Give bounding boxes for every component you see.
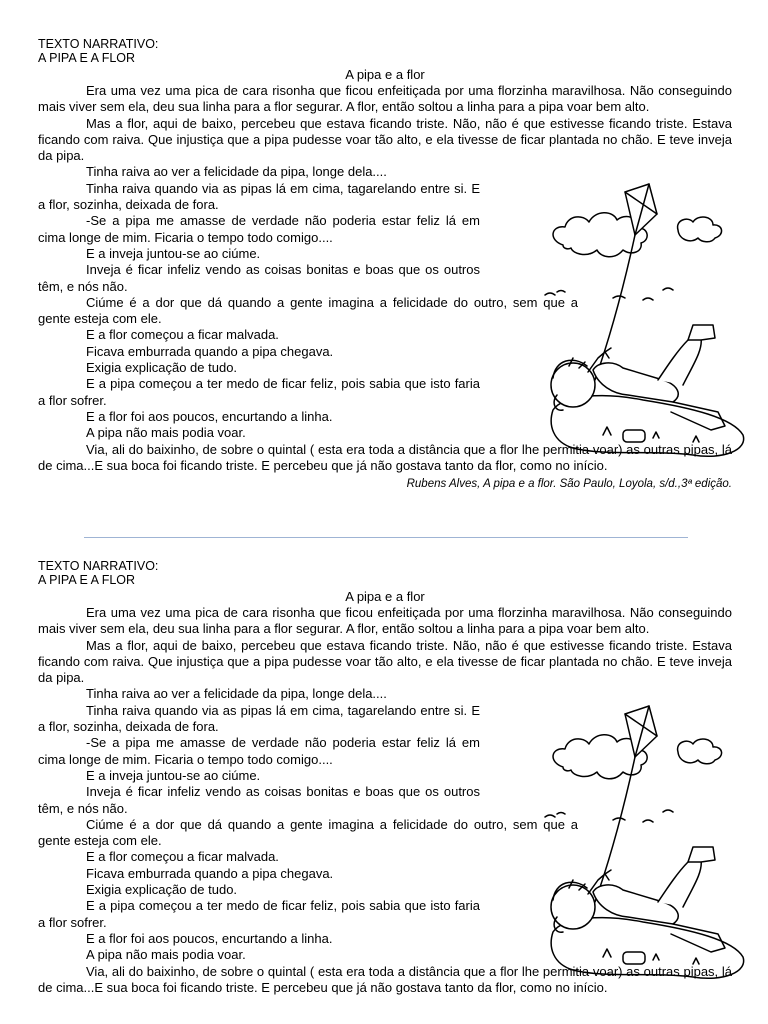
paragraph: Inveja é ficar infeliz vendo as coisas bonitas e boas que os outros têm, e nós não. (38, 784, 480, 816)
kite-boy-illustration-icon (543, 180, 748, 470)
paragraph: E a flor foi aos poucos, encurtando a linha. (86, 408, 333, 424)
header-line-1: TEXTO NARRATIVO: (38, 37, 159, 51)
story-title: A pipa e a flor (345, 589, 425, 604)
source-citation: Rubens Alves, A pipa e a flor. São Paulo, Loyola, s/d.,3ª edição. (406, 478, 732, 491)
paragraph: Via, ali do baixinho, de sobre o quintal ( esta era toda a distância que a flor lhe permitia voar) as outras pipas, lá de cima...E sua boca foi ficando triste. E percebeu que já não gostava tanto da flor, como no início. (38, 441, 732, 473)
paragraph: Ciúme é a dor que dá quando a gente imagina a felicidade do outro, sem que a gente esteja com ele. (38, 294, 578, 327)
paragraph: Tinha raiva ao ver a felicidade da pipa, longe dela.... (86, 686, 387, 702)
paragraph: Exigia explicação de tudo. (86, 360, 238, 376)
paragraph: -Se a pipa me amasse de verdade não poderia estar feliz lá em cima longe de mim. Ficaria o tempo todo comigo.... (38, 735, 480, 767)
paragraph: Ficava emburrada quando a pipa chegava. (86, 343, 334, 359)
paragraph: -Se a pipa me amasse de verdade não poderia estar feliz lá em cima longe de mim. Ficaria o tempo todo comigo.... (38, 213, 480, 245)
paragraph: Exigia explicação de tudo. (86, 882, 238, 898)
section-divider (84, 537, 688, 538)
section-label (38, 559, 732, 587)
paragraph: Mas a flor, aqui de baixo, percebeu que estava ficando triste. Não, não é que estivesse ficando triste. Estava ficando com raiva. Que injustiça que a pipa pudesse voar tão alto, e ela tivesse de ficar plantada no chão. E teve inveja da pipa. (38, 115, 732, 164)
paragraph: Tinha raiva quando via as pipas lá em cima, tagarelando entre si. E a flor, sozinha, deixada de fora. (38, 702, 480, 735)
header-line-2: A PIPA E A FLOR (38, 573, 136, 587)
kite-boy-illustration-icon (543, 702, 748, 992)
story-title: A pipa e a flor (345, 67, 425, 82)
paragraph: A pipa não mais podia voar. (86, 425, 246, 441)
paragraph: E a flor começou a ficar malvada. (86, 327, 279, 343)
paragraph: E a inveja juntou-se ao ciúme. (86, 245, 261, 261)
paragraph: E a flor foi aos poucos, encurtando a linha. (86, 930, 333, 946)
section-label (38, 37, 732, 65)
paragraph: E a flor começou a ficar malvada. (86, 849, 279, 865)
paragraph: E a pipa começou a ter medo de ficar feliz, pois sabia que isto faria a flor sofrer. (38, 898, 480, 930)
paragraph: Via, ali do baixinho, de sobre o quintal ( esta era toda a distância que a flor lhe permitia voar) as outras pipas, lá de cima...E sua boca foi ficando triste. E percebeu que já não gostava tanto da flor, como no início. (38, 963, 732, 995)
paragraph: A pipa não mais podia voar. (86, 947, 246, 963)
paragraph: Era uma vez uma pica de cara risonha que ficou enfeitiçada por uma florzinha maravilhosa. Não conseguindo mais viver sem ela, deu sua linha para a flor segurar. A flor, então soltou a linha para a pipa voar bem alto. (38, 83, 732, 115)
paragraph: Tinha raiva quando via as pipas lá em cima, tagarelando entre si. E a flor, sozinha, deixada de fora. (38, 180, 480, 213)
paragraph: Tinha raiva ao ver a felicidade da pipa, longe dela.... (86, 164, 387, 180)
paragraph: Mas a flor, aqui de baixo, percebeu que estava ficando triste. Não, não é que estivesse ficando triste. Estava ficando com raiva. Que injustiça que a pipa pudesse voar tão alto, e ela tivesse de ficar plantada no chão. E teve inveja da pipa. (38, 637, 732, 686)
paragraph: E a pipa começou a ter medo de ficar feliz, pois sabia que isto faria a flor sofrer. (38, 376, 480, 408)
paragraph: Inveja é ficar infeliz vendo as coisas bonitas e boas que os outros têm, e nós não. (38, 262, 480, 294)
paragraph: Era uma vez uma pica de cara risonha que ficou enfeitiçada por uma florzinha maravilhosa. Não conseguindo mais viver sem ela, deu sua linha para a flor segurar. A flor, então soltou a linha para a pipa voar bem alto. (38, 605, 732, 637)
paragraph: E a inveja juntou-se ao ciúme. (86, 767, 261, 783)
header-line-1: TEXTO NARRATIVO: (38, 559, 159, 573)
paragraph: Ciúme é a dor que dá quando a gente imagina a felicidade do outro, sem que a gente esteja com ele. (38, 816, 578, 849)
header-line-2: A PIPA E A FLOR (38, 51, 136, 65)
paragraph: Ficava emburrada quando a pipa chegava. (86, 865, 334, 881)
